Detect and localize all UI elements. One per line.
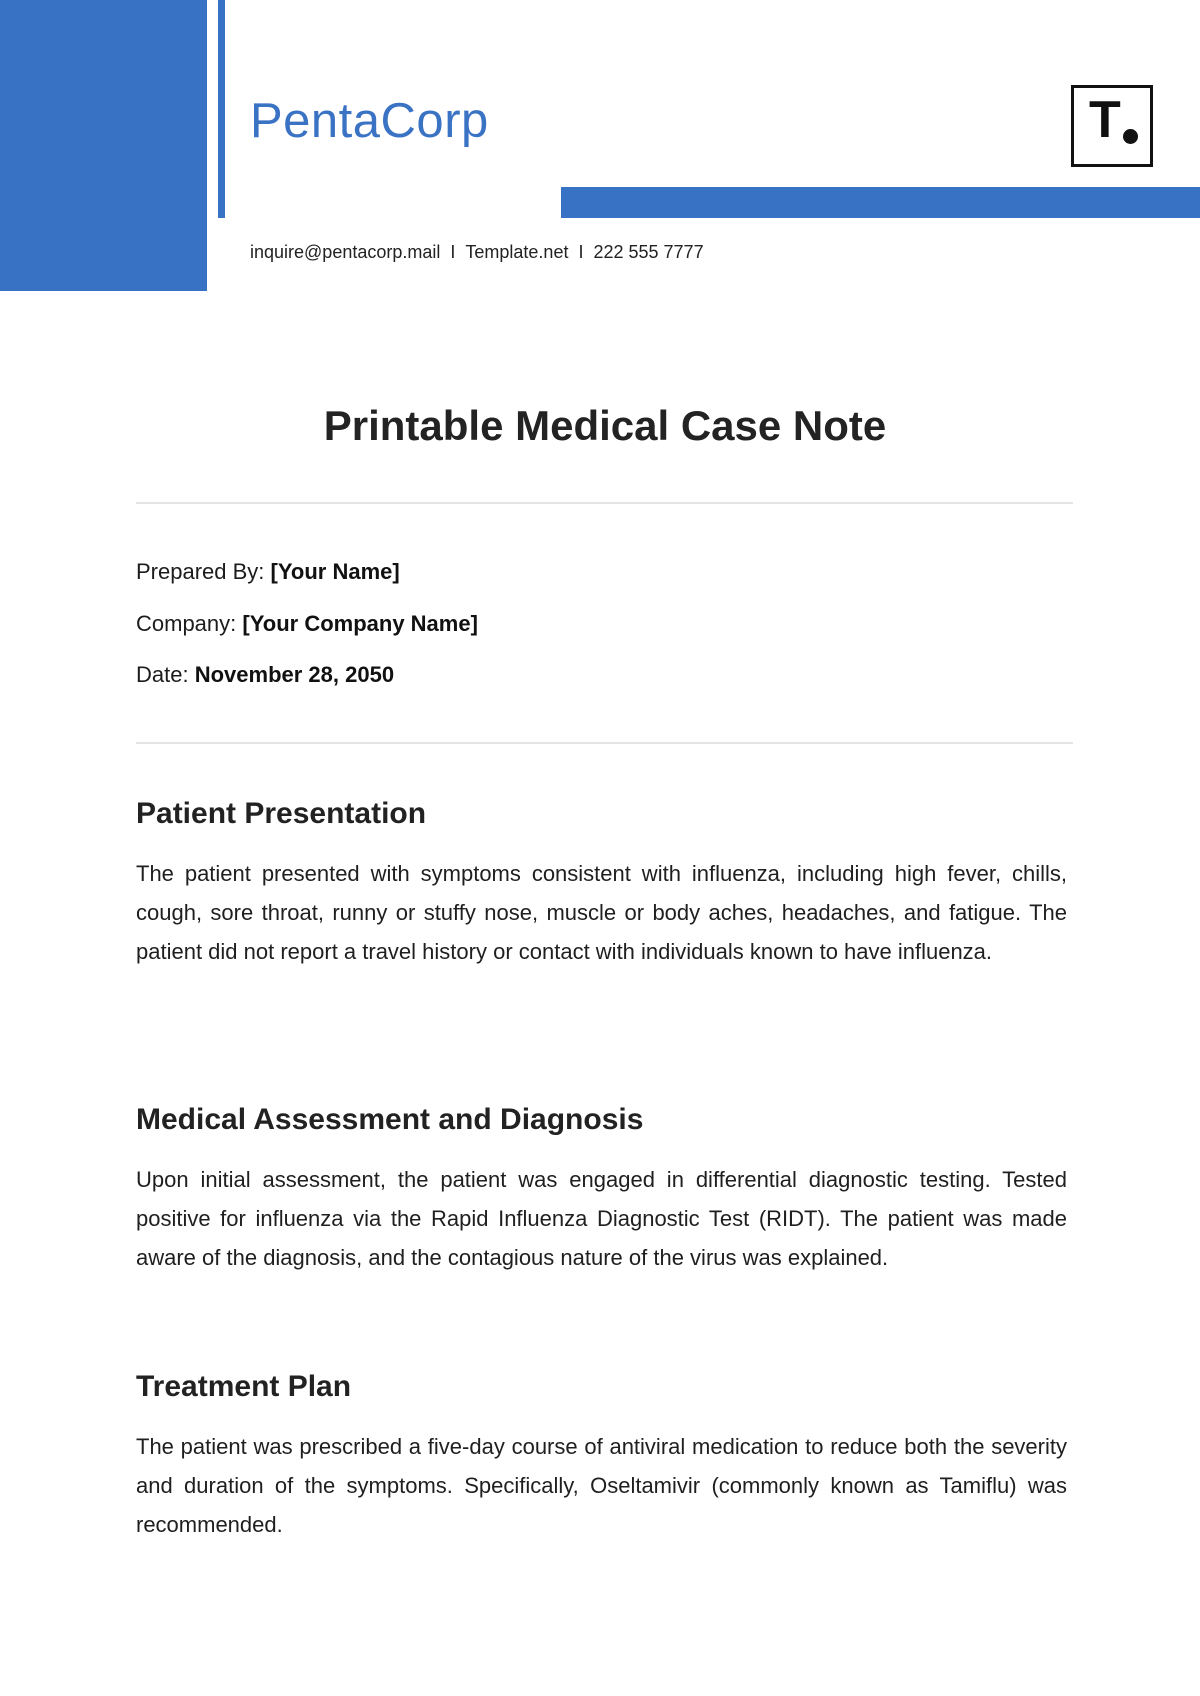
contact-email: inquire@pentacorp.mail bbox=[250, 242, 441, 262]
brand-color-block bbox=[0, 0, 207, 291]
company-label: Company: bbox=[136, 611, 237, 636]
template-logo-icon bbox=[1071, 85, 1153, 167]
contact-line bbox=[250, 242, 704, 263]
section-heading-medical-assessment: Medical Assessment and Diagnosis bbox=[136, 1103, 644, 1136]
brand-horizontal-bar bbox=[561, 187, 1200, 218]
prepared-by-label: Prepared By: bbox=[136, 559, 265, 584]
logo-dot bbox=[1123, 129, 1138, 144]
company-name: PentaCorp bbox=[250, 94, 489, 148]
contact-separator: I bbox=[450, 242, 456, 262]
divider bbox=[136, 502, 1073, 504]
date-value: November 28, 2050 bbox=[194, 662, 395, 687]
section-body-treatment-plan: The patient was prescribed a five-day course of antiviral medication to reduce both the severity and duration of the symptoms. Specifically, Oseltamivir (commonly known as Tamiflu) was recommended. bbox=[136, 1434, 1067, 1537]
brand-vertical-line bbox=[218, 0, 225, 218]
contact-website: Template.net bbox=[465, 242, 569, 262]
section-heading-treatment-plan: Treatment Plan bbox=[136, 1370, 352, 1403]
section-body-medical-assessment: Upon initial assessment, the patient was engaged in differential diagnostic testing. Tested positive for influenza via the Rapid Influenza Diagnostic Test (RIDT). The patient was made aware of the diagnosis, and the contagious nature of the virus was explained. bbox=[136, 1167, 1067, 1270]
prepared-by-value: [Your Name] bbox=[270, 559, 400, 584]
divider bbox=[136, 742, 1073, 744]
company-value: [Your Company Name] bbox=[242, 611, 478, 636]
section-heading-patient-presentation: Patient Presentation bbox=[136, 797, 427, 830]
prepared-by-row bbox=[136, 559, 400, 585]
contact-separator: I bbox=[578, 242, 584, 262]
date-label: Date: bbox=[136, 662, 189, 687]
logo-letter: T bbox=[1089, 91, 1121, 149]
document-title: Printable Medical Case Note bbox=[323, 402, 887, 449]
section-body-patient-presentation: The patient presented with symptoms consistent with influenza, including high fever, chills, cough, sore throat, runny or stuffy nose, muscle or body aches, headaches, and fatigue. The patient did not report a travel history or contact with individuals known to have influenza. bbox=[136, 861, 1067, 964]
contact-phone: 222 555 7777 bbox=[593, 242, 704, 262]
date-row bbox=[136, 662, 394, 688]
company-row bbox=[136, 611, 478, 637]
